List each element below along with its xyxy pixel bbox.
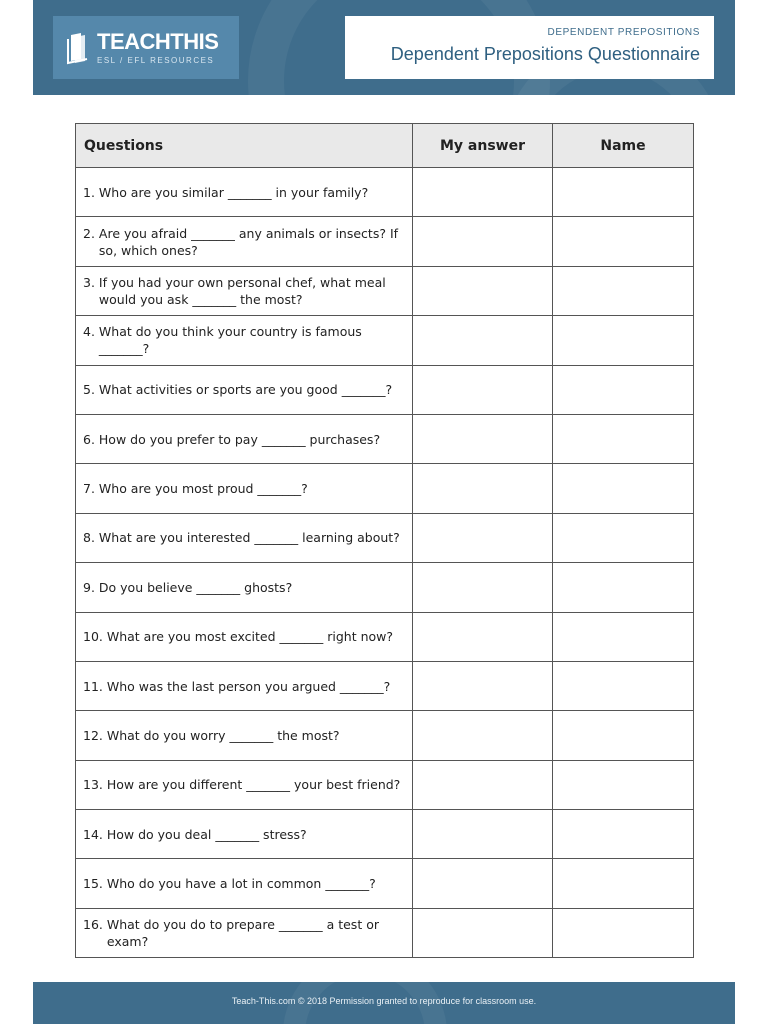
table-row	[76, 168, 694, 217]
question-number: 13.	[83, 777, 107, 793]
book-logo-icon	[65, 31, 93, 65]
question-text: What do you worry _______ the most?	[106, 727, 340, 743]
question-number: 16.	[83, 917, 107, 933]
question-cell	[76, 414, 413, 463]
table-row	[76, 464, 694, 513]
name-cell[interactable]	[553, 859, 694, 908]
question-cell	[76, 859, 413, 908]
question-text: What activities or sports are you good _______?	[98, 382, 393, 398]
question-number: 9.	[83, 579, 99, 595]
question-text: What are you interested _______ learning about?	[98, 530, 400, 546]
teachthis-logo[interactable]	[53, 16, 239, 79]
table-row	[76, 513, 694, 562]
my-answer-cell[interactable]	[413, 711, 553, 760]
name-cell[interactable]	[553, 760, 694, 809]
table-row	[76, 661, 694, 710]
name-cell[interactable]	[553, 217, 694, 266]
table-row	[76, 760, 694, 809]
table-row	[76, 365, 694, 414]
name-cell[interactable]	[553, 563, 694, 612]
question-cell	[76, 266, 413, 315]
name-cell[interactable]	[553, 266, 694, 315]
table-row	[76, 217, 694, 266]
table-row	[76, 612, 694, 661]
question-number: 6.	[83, 431, 99, 447]
question-cell	[76, 612, 413, 661]
question-cell	[76, 316, 413, 365]
question-number: 8.	[83, 530, 99, 546]
table-row	[76, 316, 694, 365]
question-text: How do you deal _______ stress?	[106, 826, 307, 842]
my-answer-cell[interactable]	[413, 563, 553, 612]
topic-kicker: DEPENDENT PREPOSITIONS	[547, 27, 700, 38]
question-number: 3.	[83, 274, 99, 290]
question-number: 7.	[83, 481, 99, 497]
my-answer-cell[interactable]	[413, 464, 553, 513]
question-text: How are you different _______ your best friend?	[106, 777, 401, 793]
question-text: How do you prefer to pay _______ purchases?	[98, 431, 381, 447]
my-answer-cell[interactable]	[413, 168, 553, 217]
question-cell	[76, 908, 413, 957]
question-text: Are you afraid _______ any animals or insects? If so, which ones?	[98, 225, 399, 258]
name-cell[interactable]	[553, 464, 694, 513]
question-number: 11.	[83, 678, 107, 694]
my-answer-cell[interactable]	[413, 908, 553, 957]
question-number: 2.	[83, 225, 99, 241]
question-number: 10.	[83, 629, 107, 645]
question-text: Who are you most proud _______?	[98, 481, 308, 497]
question-cell	[76, 217, 413, 266]
question-text: What are you most excited _______ right now?	[106, 629, 394, 645]
table-row	[76, 859, 694, 908]
title-panel	[345, 16, 714, 79]
question-cell	[76, 760, 413, 809]
my-answer-cell[interactable]	[413, 760, 553, 809]
column-header-name: Name	[553, 124, 694, 168]
logo-title: TEACHTHIS	[97, 29, 219, 54]
question-text: If you had your own personal chef, what meal would you ask _______ the most?	[98, 274, 386, 307]
question-number: 12.	[83, 727, 107, 743]
name-cell[interactable]	[553, 810, 694, 859]
question-cell	[76, 810, 413, 859]
my-answer-cell[interactable]	[413, 414, 553, 463]
question-number: 4.	[83, 324, 99, 340]
question-number: 1.	[83, 184, 99, 200]
questionnaire-table	[75, 123, 694, 958]
question-text: Do you believe _______ ghosts?	[98, 579, 293, 595]
page-header	[33, 0, 735, 95]
name-cell[interactable]	[553, 365, 694, 414]
my-answer-cell[interactable]	[413, 217, 553, 266]
question-text: What do you think your country is famous _______?	[98, 324, 362, 357]
my-answer-cell[interactable]	[413, 810, 553, 859]
table-row	[76, 810, 694, 859]
question-text: Who was the last person you argued _______?	[106, 678, 391, 694]
my-answer-cell[interactable]	[413, 365, 553, 414]
my-answer-cell[interactable]	[413, 661, 553, 710]
question-cell	[76, 563, 413, 612]
question-text: What do you do to prepare _______ a test or exam?	[106, 917, 379, 950]
question-cell	[76, 513, 413, 562]
my-answer-cell[interactable]	[413, 266, 553, 315]
question-number: 5.	[83, 382, 99, 398]
question-number: 15.	[83, 876, 107, 892]
name-cell[interactable]	[553, 414, 694, 463]
question-text: Who are you similar _______ in your family?	[98, 184, 369, 200]
name-cell[interactable]	[553, 513, 694, 562]
logo-subtitle: ESL / EFL RESOURCES	[97, 56, 215, 65]
my-answer-cell[interactable]	[413, 316, 553, 365]
column-header-questions: Questions	[76, 124, 413, 168]
table-header-row	[76, 124, 694, 168]
table-row	[76, 563, 694, 612]
table-row	[76, 908, 694, 957]
page-footer	[33, 982, 735, 1024]
name-cell[interactable]	[553, 908, 694, 957]
name-cell[interactable]	[553, 168, 694, 217]
copyright-notice: Teach-This.com © 2018 Permission granted to reproduce for classroom use.	[231, 996, 537, 1006]
name-cell[interactable]	[553, 661, 694, 710]
question-cell	[76, 711, 413, 760]
question-cell	[76, 168, 413, 217]
question-cell	[76, 365, 413, 414]
table-row	[76, 414, 694, 463]
table-row	[76, 711, 694, 760]
my-answer-cell[interactable]	[413, 859, 553, 908]
column-header-my-answer: My answer	[413, 124, 553, 168]
question-text: Who do you have a lot in common _______?	[106, 876, 376, 892]
name-cell[interactable]	[553, 316, 694, 365]
question-number: 14.	[83, 826, 107, 842]
question-cell	[76, 464, 413, 513]
page-title: Dependent Prepositions Questionnaire	[390, 44, 700, 64]
table-row	[76, 266, 694, 315]
name-cell[interactable]	[553, 711, 694, 760]
name-cell[interactable]	[553, 612, 694, 661]
my-answer-cell[interactable]	[413, 513, 553, 562]
my-answer-cell[interactable]	[413, 612, 553, 661]
question-cell	[76, 661, 413, 710]
